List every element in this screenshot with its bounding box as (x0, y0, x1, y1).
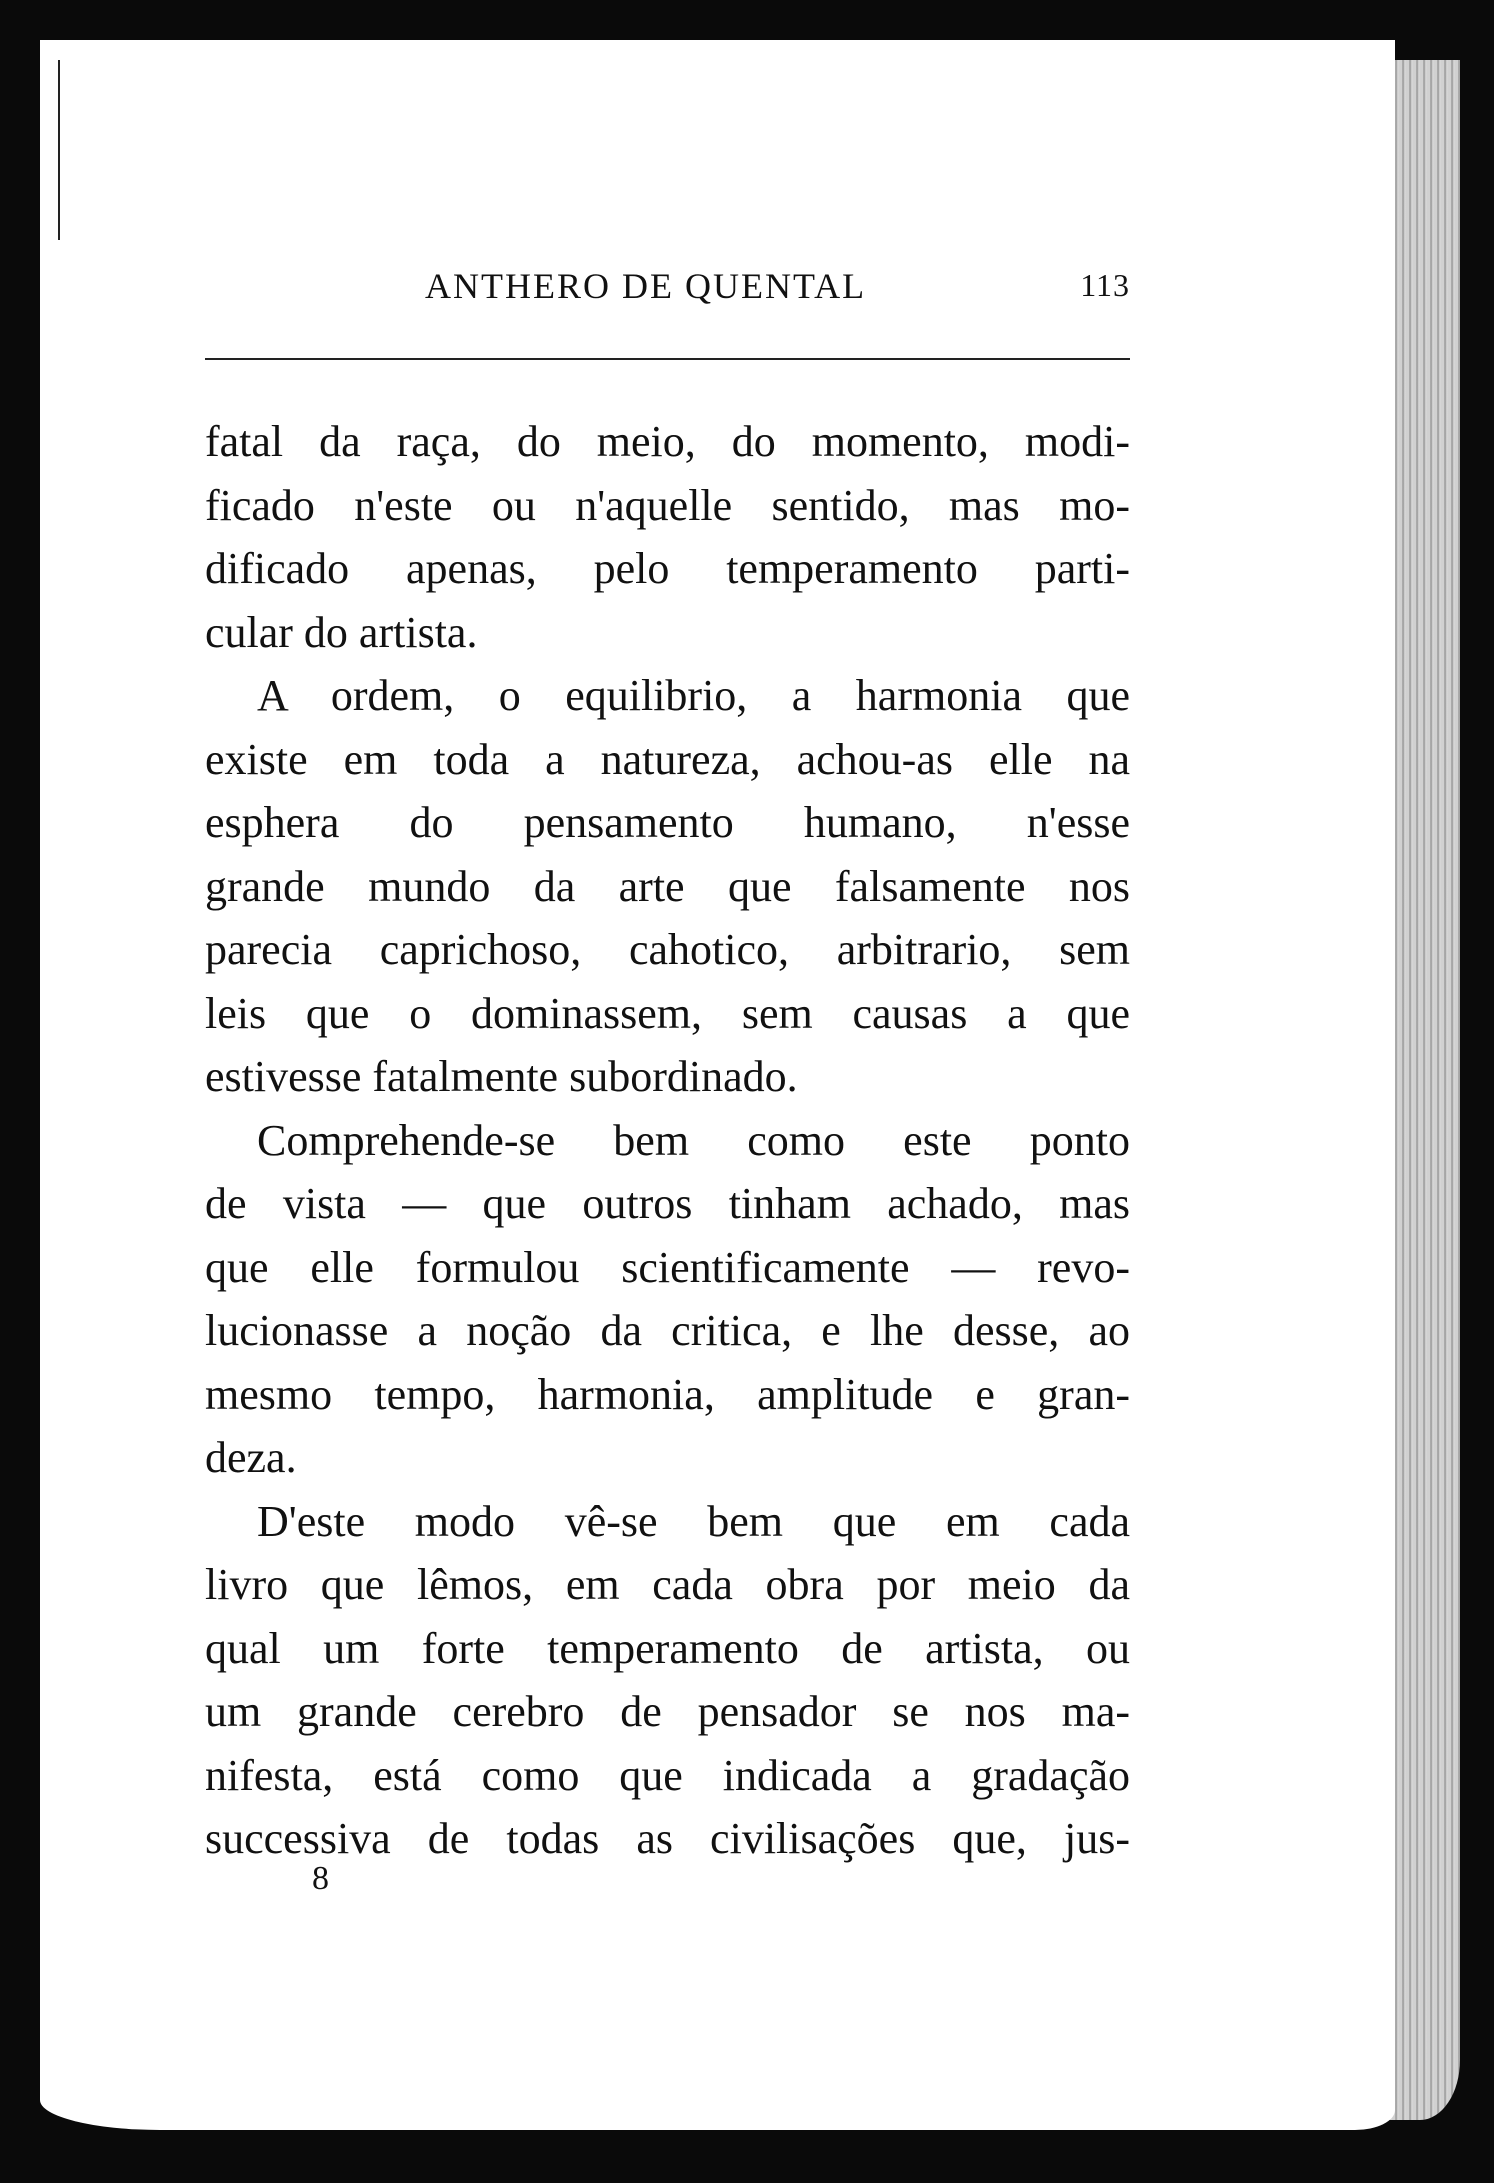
text-line: parecia caprichoso, cahotico, arbitrario, sem (205, 925, 1130, 974)
text-line: D'este modo vê-se bem que em cada (257, 1496, 1130, 1546)
text-line: Comprehende-se bem como este ponto (257, 1115, 1130, 1165)
page-header (205, 265, 1130, 315)
text-line: deza. (205, 1433, 297, 1482)
text-line: ficado n'este ou n'aquelle sentido, mas mo- (205, 480, 1130, 530)
text-line: de vista — que outros tinham achado, mas (205, 1179, 1130, 1228)
text-line: qual um forte temperamento de artista, ou (205, 1623, 1130, 1673)
text-line: nifesta, está como que indicada a gradação (205, 1750, 1130, 1800)
text-line: mesmo tempo, harmonia, amplitude e gran- (205, 1369, 1130, 1419)
text-line: leis que o dominassem, sem causas a que (205, 988, 1130, 1038)
text-line: lucionasse a noção da critica, e lhe desse, ao (205, 1306, 1130, 1355)
text-line: existe em toda a natureza, achou-as elle na (205, 734, 1130, 784)
text-line: dificado apenas, pelo temperamento parti- (205, 544, 1130, 593)
text-line: A ordem, o equilibrio, a harmonia que (257, 671, 1130, 720)
page-number: 113 (1080, 267, 1130, 303)
signature-mark: 8 (312, 1860, 329, 1897)
text-line: livro que lêmos, em cada obra por meio da (205, 1560, 1130, 1609)
text-line: que elle formulou scientificamente — revo- (205, 1242, 1130, 1292)
body-text (205, 410, 1130, 1871)
text-line: esphera do pensamento humano, n'esse (205, 798, 1130, 847)
book-page-edges (1385, 60, 1460, 2120)
text-line: grande mundo da arte que falsamente nos (205, 861, 1130, 911)
text-line: fatal da raça, do meio, do momento, modi- (205, 417, 1130, 466)
text-line: cular do artista. (205, 607, 478, 657)
text-line: um grande cerebro de pensador se nos ma- (205, 1687, 1130, 1736)
gutter-line (58, 60, 60, 240)
text-line: estivesse fatalmente subordinado. (205, 1052, 798, 1101)
header-rule (205, 358, 1130, 360)
running-title: ANTHERO DE QUENTAL (425, 266, 867, 306)
text-line: successiva de todas as civilisações que, jus- (205, 1814, 1130, 1863)
